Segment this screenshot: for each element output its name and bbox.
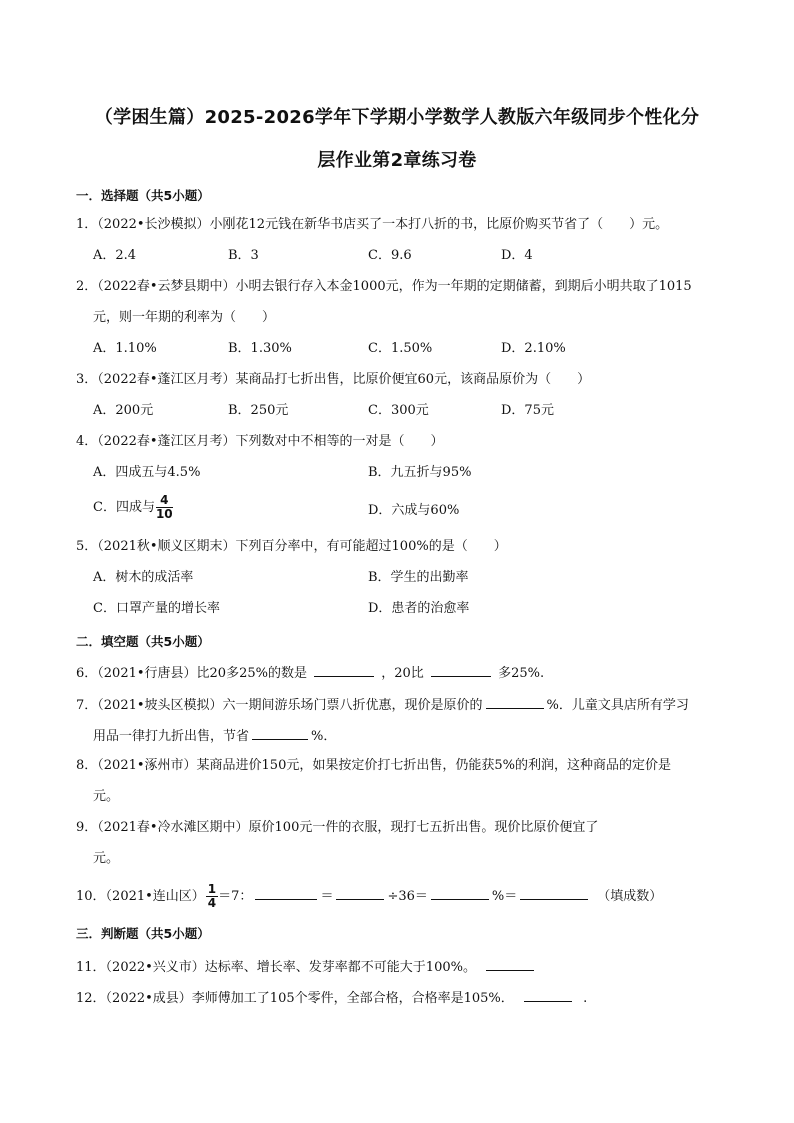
q4-option-c xyxy=(93,494,173,522)
section-heading-choice: 一．选择题（共5小题） xyxy=(76,188,210,203)
question-4: 4．（2022春•蓬江区月考）下列数对中不相等的一对是（ ） xyxy=(76,434,444,449)
question-11 xyxy=(76,955,728,978)
answer-blank[interactable] xyxy=(252,724,308,740)
fraction-numerator: 4 xyxy=(156,494,173,508)
q11-text: 11．（2022•兴义市）达标率、增长率、发芽率都不可能大于100%。 xyxy=(76,960,476,975)
q12-text: 12．（2022•成县）李师傅加工了105个零件，全部合格，合格率是105%． xyxy=(76,991,514,1006)
q2-option-b: B．1.30% xyxy=(228,341,292,356)
question-2-line-2: 元，则一年期的利率为（ ） xyxy=(93,310,276,325)
q1-option-d: D．4 xyxy=(501,248,533,263)
answer-blank[interactable] xyxy=(314,661,374,677)
q1-option-a: A．2.4 xyxy=(93,248,137,263)
fraction-denominator: 10 xyxy=(155,507,173,521)
q7-text-2: %．儿童文具店所有学习 xyxy=(546,698,689,713)
q3-option-c: C．300元 xyxy=(368,403,429,418)
question-1: 1．（2022•长沙模拟）小刚花12元钱在新华书店买了一本打八折的书，比原价购买节省了（ ）元。 xyxy=(76,217,669,232)
answer-blank[interactable] xyxy=(255,884,317,900)
q5-option-b: B．学生的出勤率 xyxy=(368,570,469,585)
q10-text-3: ＝ xyxy=(320,889,334,904)
q5-option-c: C．口罩产量的增长率 xyxy=(93,601,220,616)
section-heading-true-false: 三．判断题（共5小题） xyxy=(76,926,210,941)
question-12 xyxy=(76,986,728,1009)
q3-option-d: D．75元 xyxy=(501,403,554,418)
q5-option-a: A．树木的成活率 xyxy=(93,570,194,585)
q2-option-d: D．2.10% xyxy=(501,341,566,356)
q7-text-4: %． xyxy=(311,729,337,744)
question-5: 5．（2021秋•顺义区期末）下列百分率中，有可能超过100%的是（ ） xyxy=(76,539,507,554)
q10-text-4: ÷36＝ xyxy=(387,889,428,904)
q3-option-a: A．200元 xyxy=(93,403,154,418)
answer-blank[interactable] xyxy=(524,986,572,1002)
q6-text-2: ，20比 xyxy=(381,666,424,681)
q1-option-c: C．9.6 xyxy=(368,248,412,263)
question-8-line-1: 8．（2021•涿州市）某商品进价150元，如果按定价打七折出售，仍能获5%的利润，这种商品的定价是 xyxy=(76,758,671,773)
q10-text-2: ＝7： xyxy=(218,889,253,904)
q2-option-a: A．1.10% xyxy=(93,341,157,356)
q3-option-b: B．250元 xyxy=(228,403,289,418)
section-heading-fill-in: 二．填空题（共5小题） xyxy=(76,634,210,649)
answer-blank[interactable] xyxy=(336,884,384,900)
page-title-line-1: （学困生篇）2025-2026学年下学期小学数学人教版六年级同步个性化分 xyxy=(94,107,700,128)
q7-text-3: 用品一律打九折出售，节省 xyxy=(93,729,250,744)
q2-option-c: C．1.50% xyxy=(368,341,433,356)
answer-blank[interactable] xyxy=(431,884,489,900)
q4-option-a: A．四成五与4.5% xyxy=(93,465,201,480)
question-9-line-1: 9．（2021春•冷水滩区期中）原价100元一件的衣服，现打七五折出售。现价比原价便宜了 xyxy=(76,820,599,835)
answer-blank[interactable] xyxy=(520,884,588,900)
q1-option-b: B．3 xyxy=(228,248,259,263)
answer-blank[interactable] xyxy=(486,955,534,971)
question-3: 3．（2022春•蓬江区月考）某商品打七折出售，比原价便宜60元，该商品原价为（ ） xyxy=(76,372,591,387)
q6-text-3: 多25%. xyxy=(498,666,545,681)
q4-option-c-label: C．四成与 xyxy=(93,500,155,515)
question-6 xyxy=(76,661,728,684)
q4-option-b: B．九五折与95% xyxy=(368,465,472,480)
page-title-line-2: 层作业第2章练习卷 xyxy=(317,150,477,171)
fraction-denominator: 4 xyxy=(207,896,217,910)
q12-end: . xyxy=(583,991,588,1006)
question-2-line-1: 2．（2022春•云梦县期中）小明去银行存入本金1000元，作为一年期的定期储蓄，到期后小明共取了1015 xyxy=(76,279,692,294)
answer-blank[interactable] xyxy=(431,661,491,677)
question-10 xyxy=(76,883,728,911)
fraction-numerator: 1 xyxy=(207,882,217,896)
answer-blank[interactable] xyxy=(486,693,544,709)
fraction-four-tenths xyxy=(156,494,173,521)
q7-text-1: 7．（2021•坡头区模拟）六一期间游乐场门票八折优惠，现价是原价的 xyxy=(76,698,483,713)
q5-option-d: D．患者的治愈率 xyxy=(368,601,470,616)
question-7-line-2 xyxy=(93,724,745,747)
question-9-line-2: 元。 xyxy=(93,851,120,866)
q10-text-6: （填成数） xyxy=(597,889,663,904)
question-7-line-1 xyxy=(76,693,728,716)
q4-option-d: D．六成与60% xyxy=(368,503,460,518)
q10-text-5: %＝ xyxy=(491,889,518,904)
fraction-one-quarter xyxy=(206,883,218,910)
q6-text-1: 6．（2021•行唐县）比20多25%的数是 xyxy=(76,666,307,681)
question-8-line-2: 元。 xyxy=(93,789,120,804)
q10-text-1: 10．（2021•连山区） xyxy=(76,889,205,904)
